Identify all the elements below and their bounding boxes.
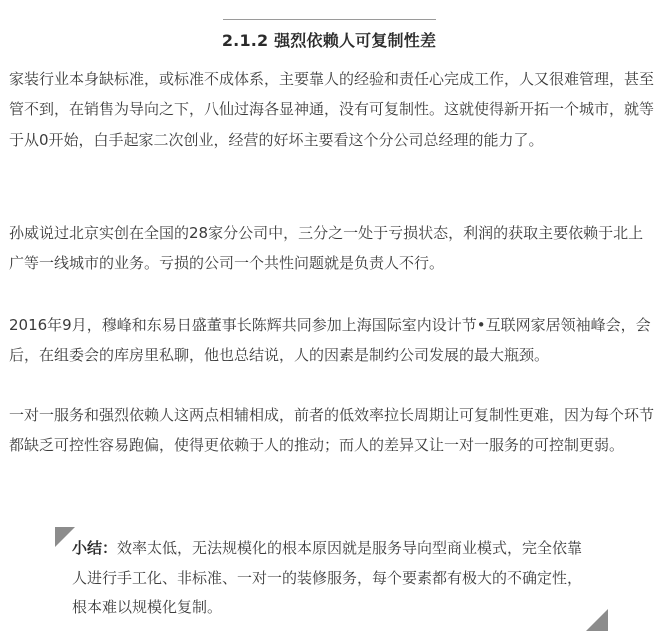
section-title: 2.1.2 强烈依赖人可复制性差 [221,31,437,50]
paragraph-2: 孙威说过北京实创在全国的28家分公司中，三分之一处于亏损状态，利润的获取主要依赖于北上广等一线城市的业务。亏损的公司一个共性问题就是负责人不行。 [9,224,644,273]
corner-mark-bottom-right [586,609,608,631]
paragraph-3: 2016年9月，穆峰和东易日盛董事长陈辉共同参加上海国际室内设计节•互联网家居领袖峰会，会后，在组委会的库房里私聊，他也总结说，人的因素是制约公司发展的最大瓶颈。 [9,316,651,365]
summary-label: 小结： [72,539,118,557]
summary-box [55,527,608,631]
summary-body: 效率太低，无法规模化的根本原因就是服务导向型商业模式，完全依靠人进行手工化、非标准、一对一的装修服务，每个要素都有极大的不确定性，根本难以规模化复制。 [72,539,583,616]
paragraph-1: 家装行业本身缺标准，或标准不成体系，主要靠人的经验和责任心完成工作，人又很难管理，甚至管不到，在销售为导向之下，八仙过海各显神通，没有可复制性。这就使得新开拓一个城市，就等于从0开始，白手起家二次创业，经营的好坏主要看这个分公司总经理的能力了。 [9,70,655,149]
header-divider [223,19,436,20]
paragraph-4: 一对一服务和强烈依赖人这两点相辅相成，前者的低效率拉长周期让可复制性更难，因为每个环节都缺乏可控性容易跑偏，使得更依赖于人的推动；而人的差异又让一对一服务的可控制更弱。 [9,406,655,455]
summary-text-block [72,534,592,623]
